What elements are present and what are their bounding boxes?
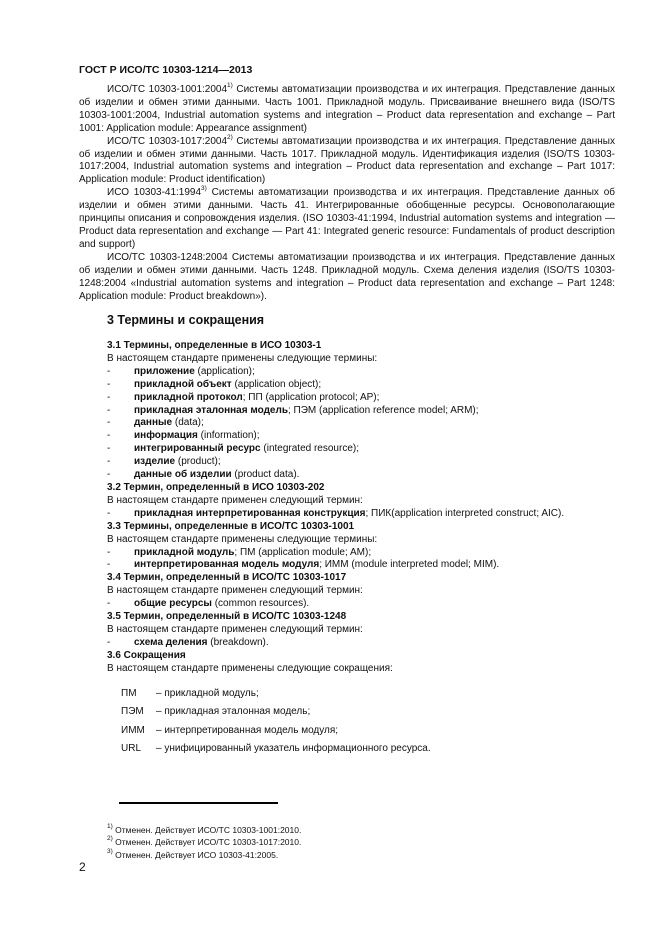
term-item: - прикладная эталонная модель; ПЭМ (application reference model; ARM); <box>107 404 479 416</box>
abbreviation-row: ПЭМ – прикладная эталонная модель; <box>121 706 311 718</box>
subsection-intro: В настоящем стандарте применен следующий термин: <box>107 494 363 506</box>
subsection-intro: В настоящем стандарте применены следующие термины: <box>107 533 378 545</box>
document-header: ГОСТ Р ИСО/ТС 10303-1214—2013 <box>79 64 253 76</box>
term-item: - прикладной модуль; ПМ (application module; AM); <box>107 546 372 558</box>
abbreviations-list <box>121 688 431 761</box>
normative-references <box>79 84 615 303</box>
subsection-heading: 3.3 Термины, определенные в ИСО/ТС 10303-1001 <box>107 520 355 532</box>
terms-section <box>107 340 617 676</box>
term-item: - прикладная интерпретированная конструкция; ПИК(application interpreted construct; AIC). <box>107 507 565 519</box>
reference-entry: ИСО/ТС 10303-1248:2004 Системы автоматизации производства и их интеграция. Представление данных об изделии и обмен этими данными. Часть 1248. Прикладной модуль. Схема деления изделия (ISO/TS 10303-1248:2004 «Industrial automation systems and integration – Product data representation and exchange – Part 1248: Application module: Product breakdown»). <box>79 251 615 302</box>
footnote-mark: 1) <box>227 82 233 89</box>
page-number: 2 <box>79 860 86 874</box>
abbreviation-row: URL – унифицированный указатель информационного ресурса. <box>121 742 431 754</box>
footnote-separator <box>119 802 278 804</box>
reference-entry: ИСО/ТС 10303-1001:2004$^{1)}$ Системы автоматизации производства и их интеграция. Представление данных об изделии и обмен этими данными. Часть 1001. Прикладной модуль. Присваивание внешнего вида (ISO/TS 10303-1001:2004, Industrial automation systems and integration – Product data representation and exchange – Part 1001: Application module: Appearance assignment) <box>79 82 615 134</box>
subsection-intro: В настоящем стандарте применены следующие термины: <box>107 352 378 364</box>
abbreviation-row: ИММ – интерпретированная модель модуля; <box>121 724 339 736</box>
footnote: $^{2)}$ Отменен. Действует ИСО/ТС 10303-1017:2010. <box>107 835 302 848</box>
term-item: - прикладной объект (application object); <box>107 378 322 390</box>
subsection-intro: В настоящем стандарте применен следующий термин: <box>107 623 363 635</box>
subsection-heading: 3.1 Термины, определенные в ИСО 10303-1 <box>107 340 322 351</box>
footnote-mark: 2) <box>227 133 233 141</box>
term-item: - прикладной протокол; ПП (application protocol; AP); <box>107 391 380 403</box>
footnote: $^{1)}$ Отменен. Действует ИСО/ТС 10303-1001:2010. <box>107 823 302 835</box>
term-item: - информация (information); <box>107 430 260 442</box>
subsection-intro: В настоящем стандарте применены следующие сокращения: <box>107 662 393 674</box>
reference-entry: ИСО/ТС 10303-1017:2004$^{2)}$ Системы автоматизации производства и их интеграция. Представление данных об изделии и обмен этими данными. Часть 1017. Прикладной модуль. Идентификация изделия (ISO/TS 10303-1017:2004, Industrial automation systems and integration – Product data representation and exchange – Part 1017: Application module: Product identification) <box>79 133 615 186</box>
reference-entry: ИСО 10303-41:1994$^{3)}$ Системы автоматизации производства и их интеграция. Представление данных об изделии и обмен этими данными. Часть 41. Интегрированные обобщенные ресурсы. Основополагающие принципы описания и сопровождения изделия. (ISO 10303-41:1994, Industrial automation systems and integration — Product data representation and exchange — Part 41: Integrated generic resource: Fundamentals of product description and support) <box>79 185 615 250</box>
footnote: $^{3)}$ Отменен. Действует ИСО 10303-41:2005. <box>107 847 279 860</box>
term-item: - интегрированный ресурс (integrated resource); <box>107 443 359 455</box>
term-item: - интерпретированная модель модуля; ИММ (module interpreted model; MIM). <box>107 559 500 571</box>
footnotes <box>107 824 301 861</box>
term-item: - общие ресурсы (common resources). <box>107 598 310 610</box>
subsection-heading: 3.6 Сокращения <box>107 649 186 661</box>
subsection-heading: 3.2 Термин, определенный в ИСО 10303-202 <box>107 481 325 493</box>
subsection-heading: 3.5 Термин, определенный в ИСО/ТС 10303-1248 <box>107 611 347 623</box>
abbreviation-row: ПМ – прикладной модуль; <box>121 688 259 699</box>
term-item: - приложение (application); <box>107 365 255 377</box>
section-title: 3 Термины и сокращения <box>107 313 265 327</box>
term-item: - схема деления (breakdown). <box>107 636 269 648</box>
subsection-heading: 3.4 Термин, определенный в ИСО/ТС 10303-1017 <box>107 572 347 584</box>
term-item: - данные (data); <box>107 417 204 429</box>
footnote-mark: 3) <box>201 185 207 193</box>
term-item: - данные об изделии (product data). <box>107 469 300 481</box>
subsection-intro: В настоящем стандарте применен следующий термин: <box>107 585 363 597</box>
term-item: - изделие (product); <box>107 456 221 468</box>
